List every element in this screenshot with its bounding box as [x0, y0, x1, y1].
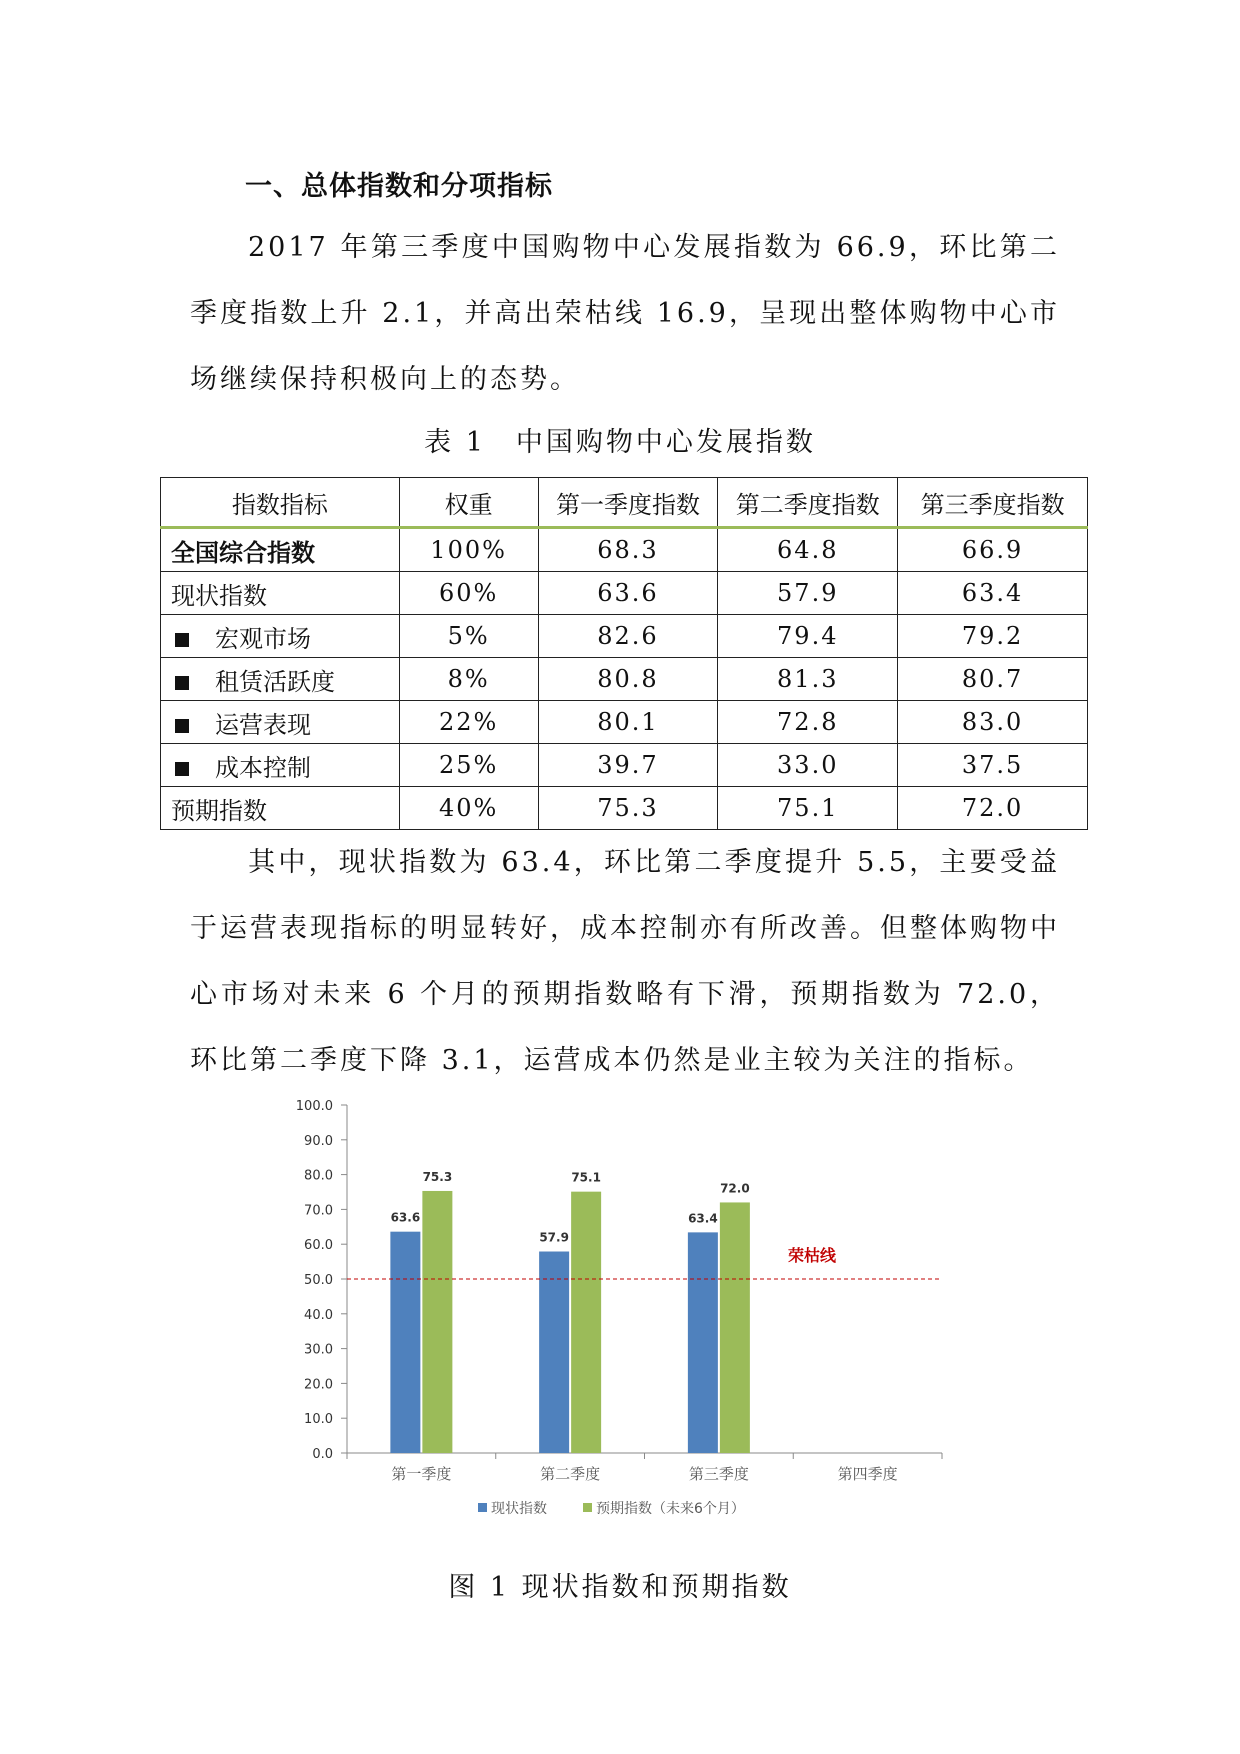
table-row [161, 701, 1088, 744]
row-q3: 63.4 [898, 572, 1088, 615]
row-name [161, 615, 400, 658]
header-q2: 第二季度指数 [718, 478, 898, 528]
section-heading: 一、总体指数和分项指标 [245, 171, 553, 202]
y-tick-label: 10.0 [304, 1412, 333, 1428]
row-q1: 63.6 [538, 572, 718, 615]
header-q3: 第三季度指数 [898, 478, 1088, 528]
paragraph-1-text: 2017 年第三季度中国购物中心发展指数为 66.9，环比第二季度指数上升 2.1，并高出荣枯线 16.9，呈现出整体购物中心市场继续保持积极向上的态势。 [190, 232, 1060, 395]
row-q2: 79.4 [718, 615, 898, 658]
row-weight: 60% [399, 572, 538, 615]
row-q3: 66.9 [898, 528, 1088, 572]
bar [390, 1232, 420, 1453]
y-tick-label: 20.0 [304, 1377, 333, 1393]
row-name-text: 运营表现 [215, 710, 311, 739]
y-tick-label: 0.0 [312, 1447, 333, 1462]
row-name-text: 租赁活跃度 [215, 667, 335, 696]
bar-data-label: 63.4 [688, 1211, 718, 1226]
paragraph-1 [190, 215, 1060, 413]
table-caption: 表 1 中国购物中心发展指数 [424, 427, 816, 458]
legend-swatch [478, 1503, 487, 1512]
row-weight: 22% [399, 701, 538, 744]
bar-data-label: 75.1 [571, 1170, 601, 1185]
row-weight: 100% [399, 528, 538, 572]
x-tick-label: 第四季度 [837, 1465, 898, 1483]
row-q1: 39.7 [538, 744, 718, 787]
table-row [161, 528, 1088, 572]
row-weight: 8% [399, 658, 538, 701]
bar [688, 1232, 718, 1453]
row-q3: 80.7 [898, 658, 1088, 701]
row-name [161, 658, 400, 701]
header-q1: 第一季度指数 [538, 478, 718, 528]
y-tick-label: 100.0 [295, 1099, 333, 1114]
table-row [161, 744, 1088, 787]
square-bullet-icon [175, 719, 189, 733]
legend-label: 现状指数 [491, 1501, 547, 1517]
y-tick-label: 90.0 [304, 1133, 333, 1149]
row-q2: 72.8 [718, 701, 898, 744]
x-tick-label: 第二季度 [540, 1465, 601, 1483]
bar [539, 1252, 569, 1453]
x-tick-label: 第三季度 [688, 1465, 749, 1483]
legend-swatch [583, 1503, 592, 1512]
bar-chart [260, 1095, 980, 1535]
bar [422, 1191, 452, 1453]
row-q3: 83.0 [898, 701, 1088, 744]
row-q1: 82.6 [538, 615, 718, 658]
index-table [160, 477, 1088, 830]
square-bullet-icon [175, 676, 189, 690]
row-q3: 72.0 [898, 787, 1088, 830]
row-q2: 57.9 [718, 572, 898, 615]
row-weight: 25% [399, 744, 538, 787]
figure-caption: 图 1 现状指数和预期指数 [448, 1572, 792, 1603]
paragraph-2 [190, 830, 1060, 1094]
header-weight: 权重 [399, 478, 538, 528]
row-q2: 75.1 [718, 787, 898, 830]
y-tick-label: 30.0 [304, 1342, 333, 1358]
y-tick-label: 50.0 [304, 1273, 333, 1288]
row-name-text: 宏观市场 [215, 624, 311, 653]
row-q3: 79.2 [898, 615, 1088, 658]
header-indicator: 指数指标 [161, 478, 400, 528]
bar [571, 1192, 601, 1453]
row-q1: 68.3 [538, 528, 718, 572]
row-q2: 64.8 [718, 528, 898, 572]
row-q1: 80.8 [538, 658, 718, 701]
table-row [161, 572, 1088, 615]
row-name-text: 成本控制 [215, 753, 311, 782]
row-name: 全国综合指数 [161, 528, 400, 572]
row-q3: 37.5 [898, 744, 1088, 787]
y-tick-label: 80.0 [304, 1168, 333, 1184]
reference-line-label: 荣枯线 [788, 1246, 837, 1265]
y-tick-label: 40.0 [304, 1307, 333, 1323]
row-name: 现状指数 [161, 572, 400, 615]
square-bullet-icon [175, 633, 189, 647]
square-bullet-icon [175, 762, 189, 776]
row-q1: 75.3 [538, 787, 718, 830]
row-q2: 81.3 [718, 658, 898, 701]
row-q1: 80.1 [538, 701, 718, 744]
bar-data-label: 63.6 [390, 1210, 421, 1225]
x-tick-label: 第一季度 [391, 1465, 452, 1483]
row-name [161, 744, 400, 787]
table-header-row [161, 478, 1088, 528]
bar-data-label: 72.0 [720, 1181, 750, 1196]
row-weight: 5% [399, 615, 538, 658]
paragraph-2-text: 其中，现状指数为 63.4，环比第二季度提升 5.5，主要受益于运营表现指标的明显转好，成本控制亦有所改善。但整体购物中心市场对未来 6 个月的预期指数略有下滑，预期指数为 72.0，环比第二季度下降 3.1，运营成本仍然是业主较为关注的指标。 [190, 847, 1060, 1076]
table-row [161, 615, 1088, 658]
y-tick-label: 60.0 [304, 1238, 333, 1254]
row-q2: 33.0 [718, 744, 898, 787]
bar-data-label: 75.3 [422, 1169, 453, 1184]
table-row [161, 787, 1088, 830]
table-row [161, 658, 1088, 701]
row-weight: 40% [399, 787, 538, 830]
row-name: 预期指数 [161, 787, 400, 830]
bar-data-label: 57.9 [539, 1230, 569, 1245]
bar [720, 1202, 750, 1453]
row-name [161, 701, 400, 744]
legend-label: 预期指数（未来6个月） [596, 1501, 745, 1517]
y-tick-label: 70.0 [304, 1203, 333, 1219]
